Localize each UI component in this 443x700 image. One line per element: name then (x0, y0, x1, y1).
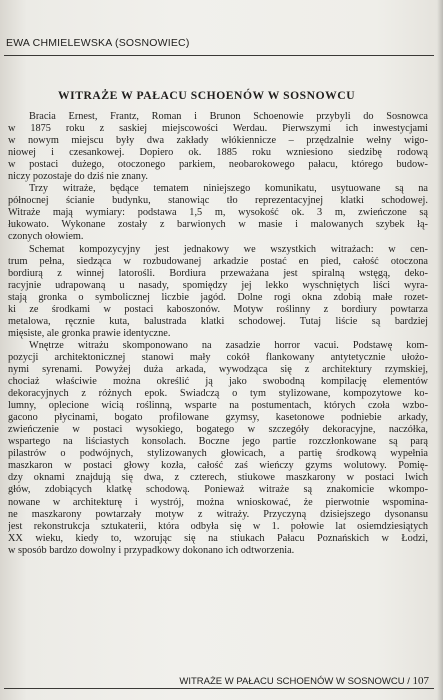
text-line: północnej ścianie budynku, stanowiąc tło reprezentacyjnej klatki schodowej. (8, 195, 428, 207)
page-number: 107 (412, 675, 429, 687)
text-line: chociaż właściwie można określić ją jako swobodną kompilację elementów (8, 376, 428, 388)
article-body (8, 111, 428, 557)
text-line: głów, zdobiących klatkę schodową. Ponieważ witraże są znakomicie wkompo- (8, 484, 428, 496)
text-line: ki ze środkami w postaci kaboszonów. Motyw roślinny z bordiury powtarza (8, 303, 428, 315)
text-line: stają gronka o symbolicznej liczbie jagód. Dolne rogi okna zdobią małe rozet- (8, 291, 428, 303)
text-line: Trzy witraże, będące tematem niniejszego komunikatu, usytuowane są na (29, 183, 428, 195)
text-line: bordiurą z winnej latorośli. Bordiura przeważana jest spiralną wstęgą, deko- (8, 267, 428, 279)
text-line: niowej i czesankowej. Dopiero ok. 1885 roku wzniesiono siedzibę rodową (8, 147, 428, 159)
text-line: Witraże mają wymiary: podstawa 1,5 m, wysokość ok. 3 m, zwieńczone są (8, 207, 428, 219)
text-line: w nowym miejscu były dwa zakłady włókiennicze – przędzalnie wełny wigo- (8, 135, 428, 147)
text-line: niczy pozostaje do dziś nie znany. (8, 171, 149, 183)
text-line: metalowa, ręcznie kuta, balustrada klatki schodowej. Tutaj liście są bardziej (8, 315, 428, 327)
running-foot-separator: / (404, 676, 413, 687)
text-line: XX wieku, kiedy to, wzorując się na stiukach Pałacu Poznańskich w Łodzi, (8, 532, 428, 544)
text-line: Wnętrze witrażu skomponowano na zasadzie horror vacui. Podstawę kom- (29, 339, 428, 351)
running-head: EWA CHMIELEWSKA (SOSNOWIEC) (6, 37, 190, 49)
text-line: trum pełna, siedząca w rozbudowanej arkadzie postać en pied, całość otoczona (8, 255, 428, 267)
text-line: w 1875 roku z saskiej miejscowości Werdau. Pierwszymi ich inwestycjami (8, 123, 428, 135)
running-foot (179, 675, 429, 687)
text-line: gacono płycinami, bogato profilowane gzymsy, kasetonowe podniebie arkady, (8, 412, 428, 424)
header-rule (4, 55, 434, 56)
text-line: ne maszkarony powtarzały motyw z witraży. Przyczyną dzisiejszego dysonansu (8, 508, 428, 520)
text-line: łukowato. Wykonane zostały z barwionych w masie i malowanych szybek łą- (8, 219, 428, 231)
text-line: wspartego na liściastych konsolach. Boczne jego partie rozczłonkowane są parą (8, 436, 428, 448)
text-line: Bracia Ernest, Frantz, Roman i Brunon Schoenowie przybyli do Sosnowca (29, 111, 428, 122)
text-line: mięsiste, ale gronka prawie identyczne. (8, 327, 171, 339)
page-edge-shadow (437, 0, 443, 700)
text-line: lumny, oplecione wicią roślinną, wsparte na postumentach, których czoła wzbo- (8, 400, 428, 412)
text-line: Schemat kompozycyjny jest jednakowy we wszystkich witrażach: w cen- (29, 243, 428, 255)
text-line: dzy oknami znajdują się dwa, z czterech, stiukowe maszkarony w postaci lwich (8, 472, 428, 484)
text-line: jest rekonstrukcja sztukaterii, która odbyła się w 1. połowie lat osiemdziesiątych (8, 520, 428, 532)
article-title: WITRAŻE W PAŁACU SCHOENÓW W SOSNOWCU (58, 89, 356, 102)
text-line: racyjnie udrapowaną u nasady, spomiędzy jej lekko wyschniętych liści wyra- (8, 279, 428, 291)
text-line: zwieńczenie w postaci wysokiego, bogatego w szczegóły dekoracyjne, naczółka, (8, 424, 428, 436)
text-line: nowane w architekturę i wystrój, można wnioskować, że pierwotnie wspomina- (8, 496, 428, 508)
footer-rule (4, 688, 434, 689)
text-line: w sposób bardzo dowolny i przypadkowy dokonano ich odtworzenia. (8, 544, 295, 556)
text-line: nymi syrenami. Powyżej duża arkada, wywodząca się z architektury rzymskiej, (8, 363, 428, 375)
text-line: w postaci dużego, otoczonego parkiem, neobarokowego pałacu, którego budow- (8, 159, 428, 171)
running-foot-title: WITRAŻE W PAŁACU SCHOENÓW W SOSNOWCU (179, 676, 405, 687)
text-line: pozycji architektonicznej stanowi mały cokół flankowany antytetycznie ułożo- (8, 351, 428, 363)
text-line: dekoracyjnych z różnych epok. Świadczą o tym stylizowane, kompozytowe ko- (8, 388, 428, 400)
text-line: pilastrów o podwójnych, stylizowanych głowicach, a partię środkową wypełnia (8, 448, 428, 460)
text-line: maszkaron w postaci głowy kozła, całość zaś wieńczy gzyms wolutowy. Pomię- (8, 460, 428, 472)
text-line: czonych ołowiem. (8, 231, 84, 243)
